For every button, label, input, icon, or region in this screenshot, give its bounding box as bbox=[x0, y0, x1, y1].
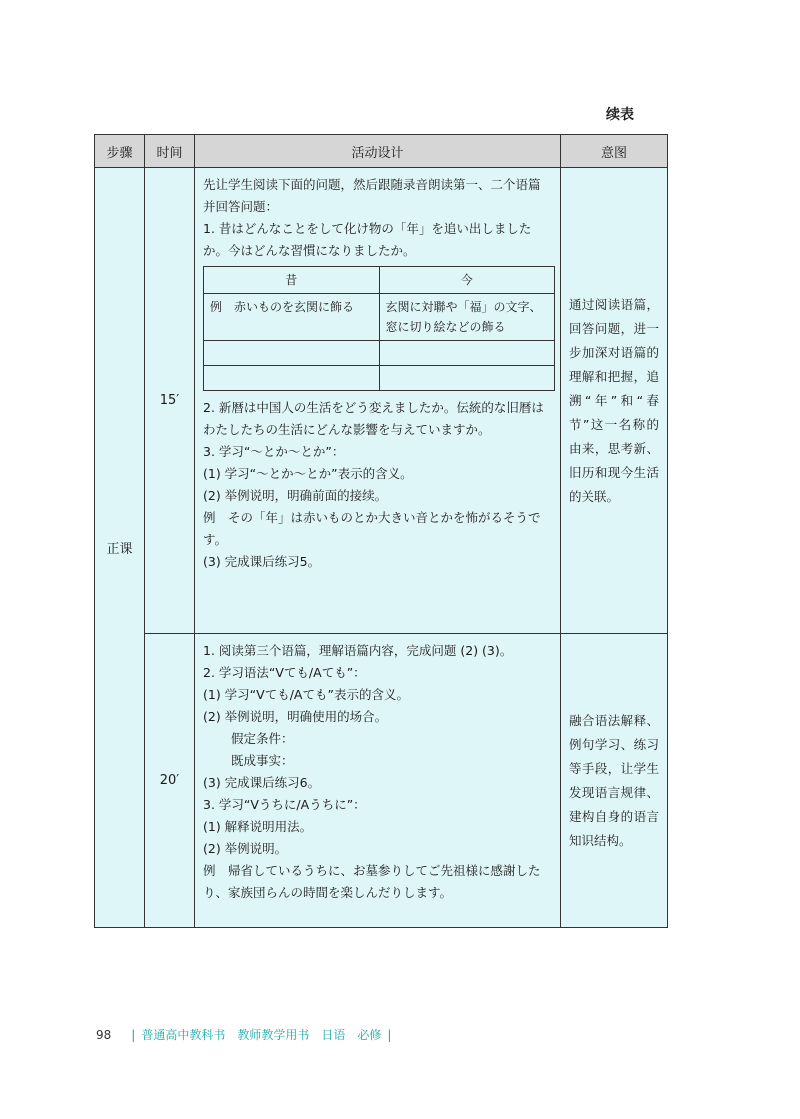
empty-cell bbox=[379, 366, 555, 391]
table-row bbox=[95, 634, 668, 928]
footer-book-title: 普通高中教科书 教师教学用书 日语 必修 bbox=[141, 1028, 382, 1042]
page-footer bbox=[96, 1026, 397, 1043]
question-3a: (1) 学习“～とか～とか”表示的含义。 bbox=[203, 466, 413, 481]
col-past-header: 昔 bbox=[204, 267, 380, 294]
question-3c: (3) 完成课后练习5。 bbox=[203, 554, 321, 569]
time-cell-2: 20′ bbox=[145, 634, 195, 928]
example-past: 例 赤いものを玄関に飾る bbox=[204, 294, 380, 341]
header-activity: 活动设计 bbox=[195, 135, 561, 168]
step-cell: 正课 bbox=[95, 168, 145, 928]
activity2-line-5: 假定条件： bbox=[231, 731, 294, 746]
activity2-line-8: 3. 学习“Vうちに/Aうちに”： bbox=[203, 797, 366, 812]
footer-divider: | bbox=[387, 1027, 392, 1042]
header-step: 步骤 bbox=[95, 135, 145, 168]
activity2-line-9: (1) 解释说明用法。 bbox=[203, 819, 313, 834]
question-3b: (2) 举例说明，明确前面的接续。 bbox=[203, 488, 388, 503]
activity2-line-2: 2. 学习语法“Vても/Aても”： bbox=[203, 665, 366, 680]
activity2-line-1: 1. 阅读第三个语篇，理解语篇内容，完成问题 (2) (3)。 bbox=[203, 643, 513, 658]
activity2-line-7: (3) 完成课后练习6。 bbox=[203, 775, 321, 790]
time-cell-1: 15′ bbox=[145, 168, 195, 634]
empty-cell bbox=[204, 366, 380, 391]
activity2-line-3: (1) 学习“Vても/Aても”表示的含义。 bbox=[203, 687, 409, 702]
intent-cell-1: 通过阅读语篇，回答问题，进一步加深对语篇的理解和把握，追溯“年”和“春节”这一名称的由来，思考新、旧历和现今生活的关联。 bbox=[561, 168, 668, 634]
activity-cell-1 bbox=[195, 168, 561, 634]
activity2-line-6: 既成事实： bbox=[231, 753, 294, 768]
header-time: 时间 bbox=[145, 135, 195, 168]
activity-intro: 先让学生阅读下面的问题，然后跟随录音朗读第一、二个语篇并回答问题： bbox=[203, 177, 541, 214]
activity2-line-10: (2) 举例说明。 bbox=[203, 841, 288, 856]
past-now-table bbox=[203, 266, 555, 391]
activity2-line-11: 例 帰省しているうちに、お墓参りしてご先祖様に感謝したり、家族団らんの時間を楽しんだりします。 bbox=[203, 863, 541, 900]
lesson-table bbox=[94, 134, 668, 928]
header-intent: 意图 bbox=[561, 135, 668, 168]
continued-label: 续表 bbox=[606, 107, 634, 123]
question-3-example: 例 その「年」は赤いものとか大きい音とかを怖がるそうです。 bbox=[203, 510, 541, 547]
table-row bbox=[95, 168, 668, 634]
example-now: 玄関に対聯や「福」の文字、窓に切り絵などの飾る bbox=[379, 294, 555, 341]
activity-cell-2 bbox=[195, 634, 561, 928]
activity2-line-4: (2) 举例说明，明确使用的场合。 bbox=[203, 709, 388, 724]
question-1: 1. 昔はどんなことをして化け物の「年」を追い出しましたか。今はどんな習慣になりましたか。 bbox=[203, 221, 532, 258]
empty-cell bbox=[204, 341, 380, 366]
empty-cell bbox=[379, 341, 555, 366]
intent-cell-2: 融合语法解释、例句学习、练习等手段，让学生发现语言规律、建构自身的语言知识结构。 bbox=[561, 634, 668, 928]
footer-divider: | bbox=[131, 1027, 136, 1042]
col-now-header: 今 bbox=[379, 267, 555, 294]
page-number: 98 bbox=[96, 1027, 112, 1042]
question-3: 3. 学习“～とか～とか”： bbox=[203, 444, 345, 459]
question-2: 2. 新暦は中国人の生活をどう変えましたか。伝統的な旧暦はわたしたちの生活にどんな影響を与えていますか。 bbox=[203, 400, 544, 437]
table-header-row bbox=[95, 135, 668, 168]
